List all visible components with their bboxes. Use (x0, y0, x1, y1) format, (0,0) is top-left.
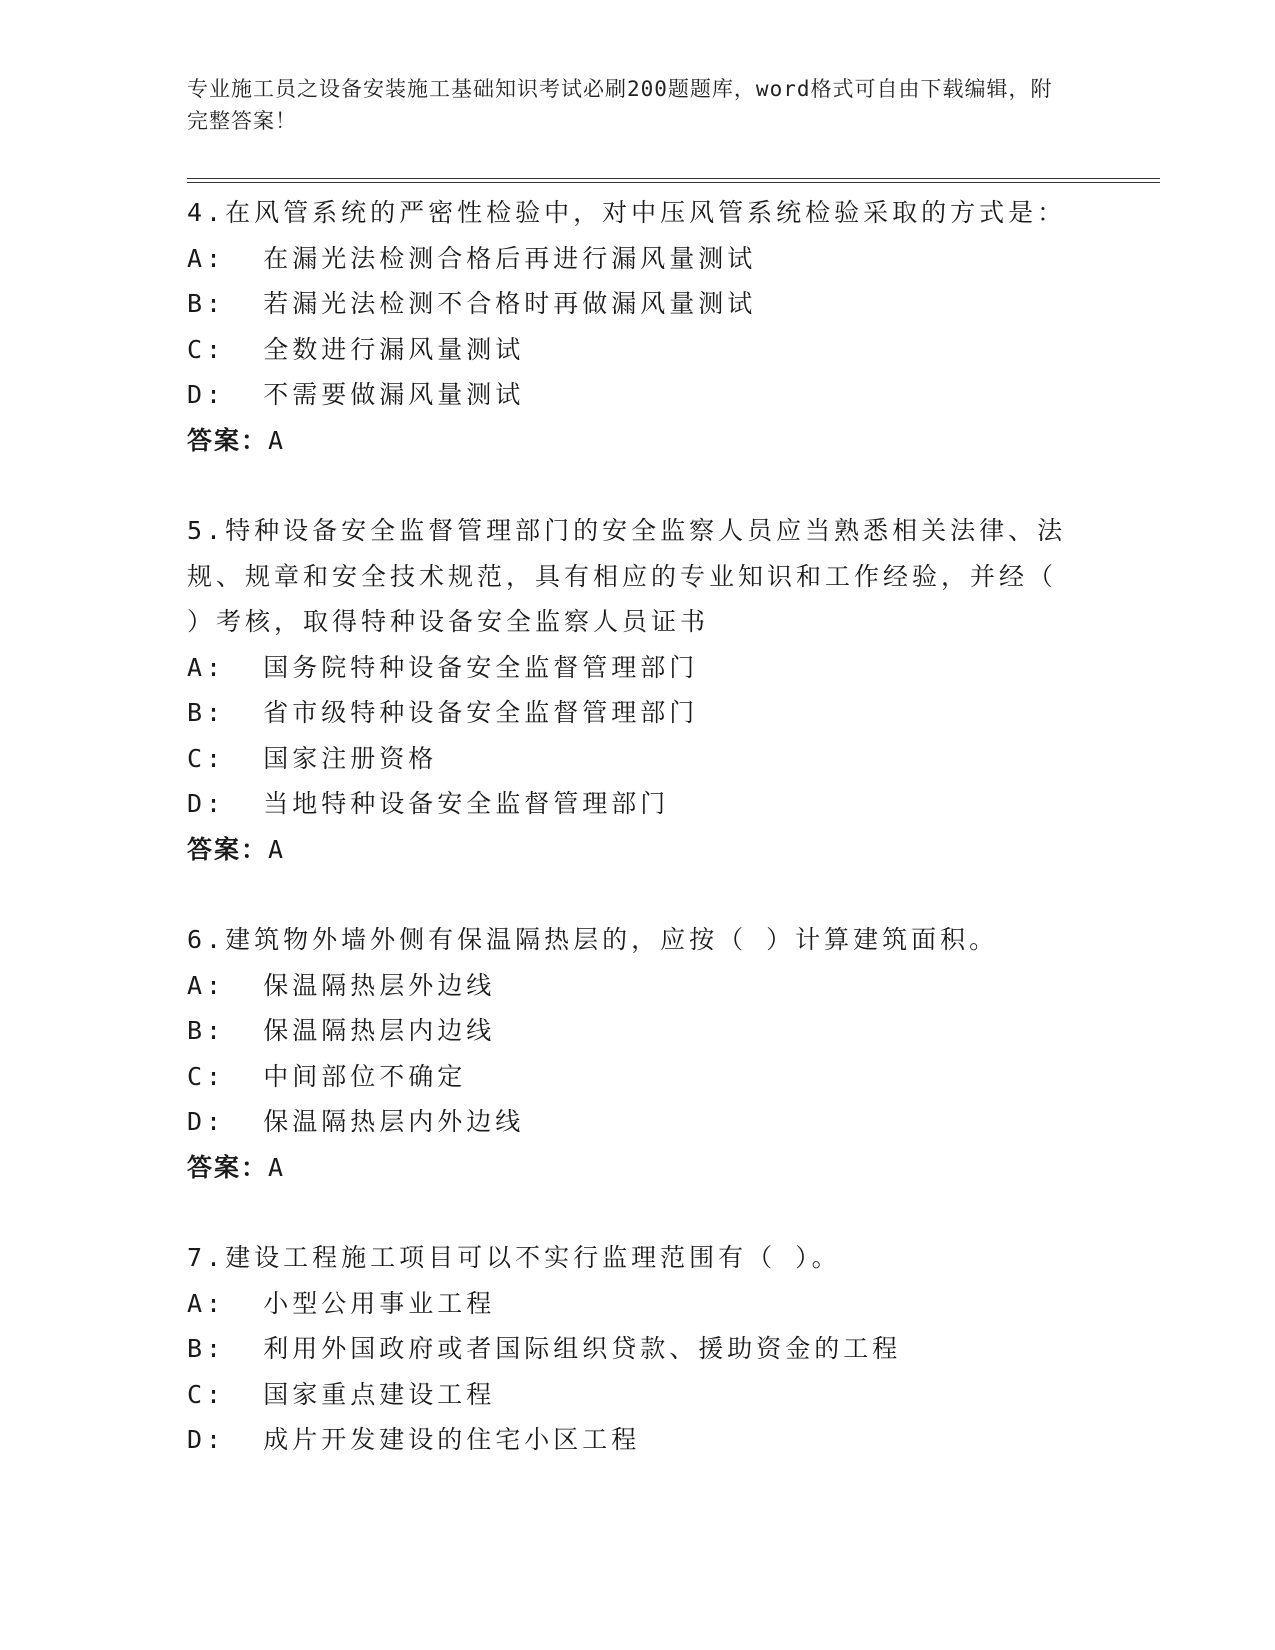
option-a: A: 保温隔热层外边线 (187, 970, 496, 1000)
answer-label: 答案： (187, 425, 269, 455)
question-stem: 6.建筑物外墙外侧有保温隔热层的，应按（ ）计算建筑面积。 (187, 925, 999, 954)
option-a: A: 国务院特种设备安全监督管理部门 (187, 652, 699, 682)
question-stem: 7.建设工程施工项目可以不实行监理范围有（ ）。 (187, 1243, 841, 1272)
question-5 (187, 508, 1087, 872)
option-c: C: 全数进行漏风量测试 (187, 334, 525, 364)
answer-row (187, 1145, 1087, 1191)
answer-value: A (268, 834, 288, 864)
option-c: C: 国家重点建设工程 (187, 1379, 496, 1409)
option-a: A: 小型公用事业工程 (187, 1288, 496, 1318)
answer-value: A (268, 1152, 288, 1182)
question-list (187, 190, 1087, 1508)
option-d: D: 成片开发建设的住宅小区工程 (187, 1425, 641, 1454)
question-7 (187, 1235, 1087, 1463)
option-b: B: 若漏光法检测不合格时再做漏风量测试 (187, 289, 757, 318)
answer-label: 答案： (187, 1152, 269, 1182)
answer-row (187, 827, 1087, 873)
header-divider-bottom (187, 182, 1160, 183)
question-stem: 4.在风管系统的严密性检验中，对中压风管系统检验采取的方式是： (187, 198, 1067, 227)
header-divider-top (187, 178, 1160, 179)
option-b: B: 省市级特种设备安全监督管理部门 (187, 698, 699, 727)
answer-value: A (268, 425, 288, 455)
answer-row (187, 418, 1087, 464)
option-c: C: 国家注册资格 (187, 743, 438, 773)
document-header: 专业施工员之设备安装施工基础知识考试必刷200题题库，word格式可自由下载编辑，附完整答案！ (187, 77, 1053, 133)
answer-label: 答案： (187, 834, 269, 864)
question-4 (187, 190, 1087, 463)
option-d: D: 不需要做漏风量测试 (187, 380, 525, 409)
option-b: B: 利用外国政府或者国际组织贷款、援助资金的工程 (187, 1334, 902, 1363)
option-b: B: 保温隔热层内边线 (187, 1016, 496, 1045)
question-6 (187, 917, 1087, 1190)
option-c: C: 中间部位不确定 (187, 1061, 467, 1091)
option-d: D: 保温隔热层内外边线 (187, 1107, 525, 1136)
option-a: A: 在漏光法检测合格后再进行漏风量测试 (187, 243, 757, 273)
question-stem: 5.特种设备安全监督管理部门的安全监察人员应当熟悉相关法律、法规、规章和安全技术规范，具有相应的专业知识和工作经验，并经（ ）考核，取得特种设备安全监察人员证书 (187, 516, 1067, 636)
option-d: D: 当地特种设备安全监督管理部门 (187, 789, 670, 818)
